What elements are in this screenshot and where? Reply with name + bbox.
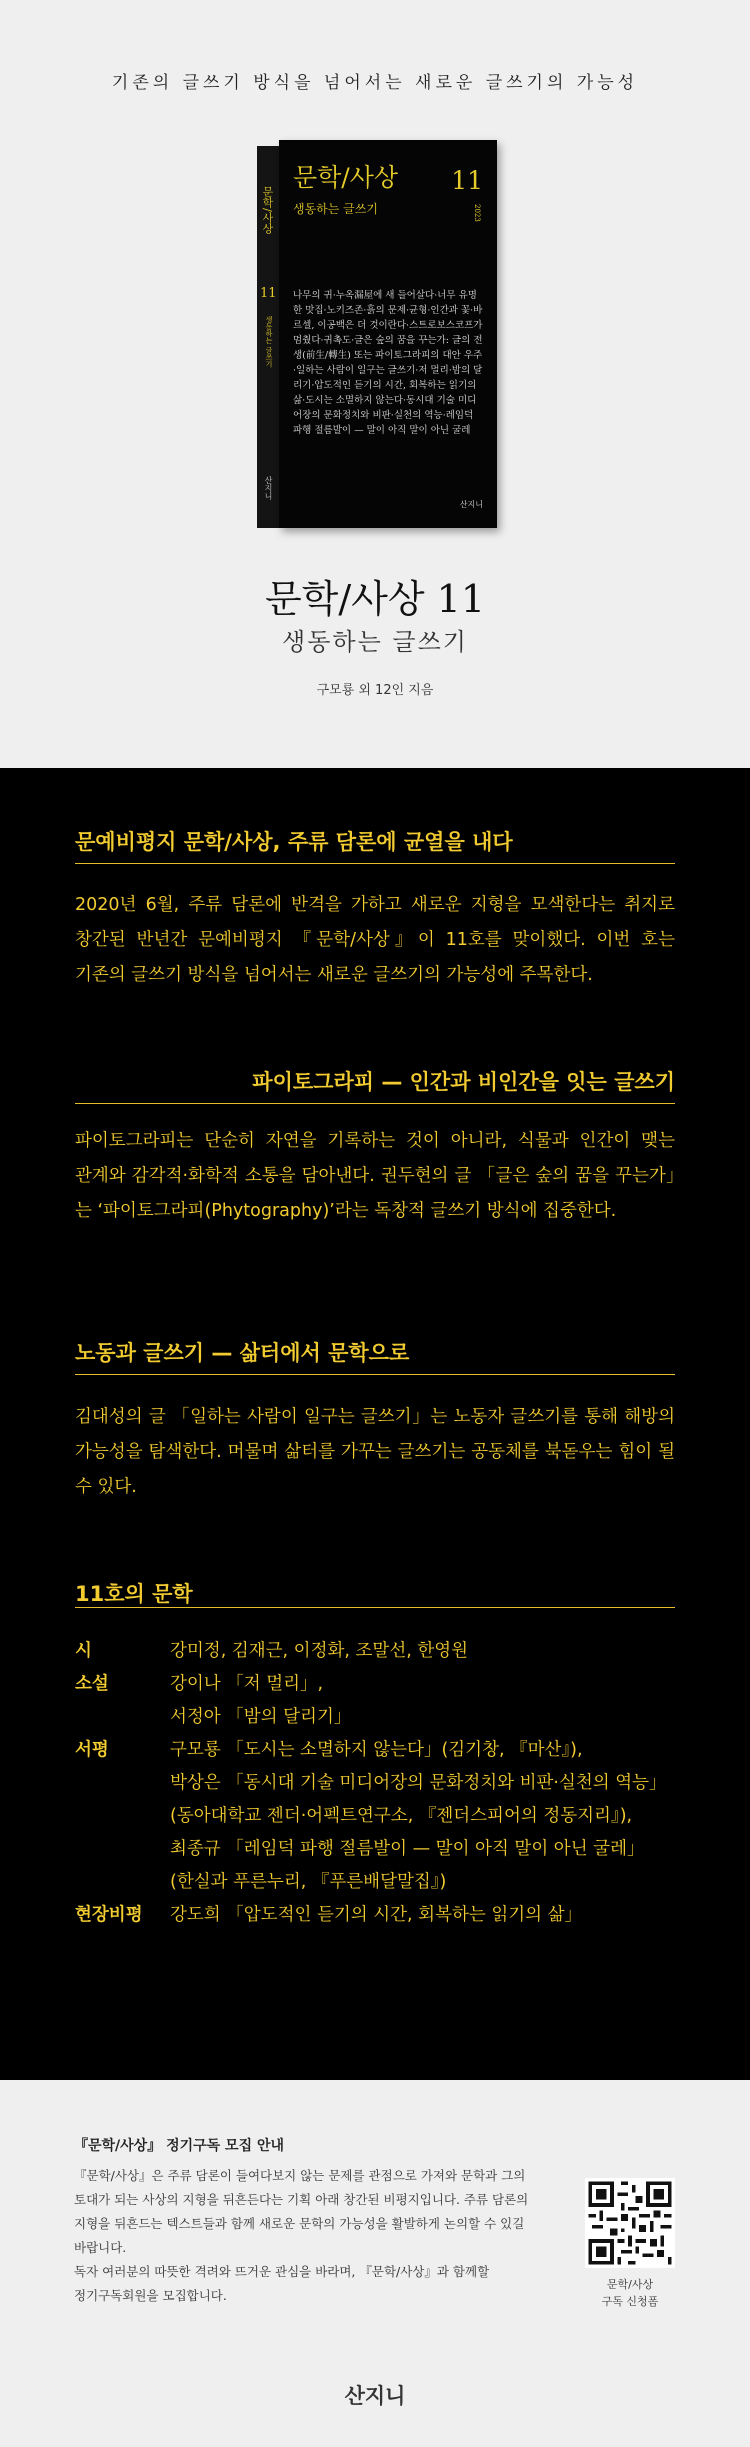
list-item — [75, 1668, 675, 1734]
book-spine — [257, 146, 279, 528]
category-label: 시 — [75, 1641, 92, 1661]
section-body: 파이토그라피는 단순히 자연을 기록하는 것이 아니라, 식물과 인간이 맺는 관계와 감각적·화학적 소통을 담아낸다. 권두현의 글 「글은 숲의 꿈을 꾸는가」는 ‘파이토그라피(Phytography)’라는 독창적 글쓰기 방식에 집중한다. — [75, 1131, 675, 1221]
literature-list — [75, 1635, 675, 1932]
work-entry: 강미정, 김재근, 이정화, 조말선, 한영원 — [170, 1641, 469, 1661]
subscription-notice — [0, 2080, 750, 2447]
work-entry: 박상은 「동시대 기술 미디어장의 문화정치와 비판·실천의 역능」(동아대학교 젠더·어펙트연구소, 『젠더스피어의 정동지리』), — [170, 1773, 667, 1826]
divider — [75, 1607, 675, 1608]
work-entry: 강이나 「저 멀리」, — [170, 1674, 324, 1694]
work-entry: 최종규 「레임덕 파행 절름발이 — 말이 아직 말이 아닌 굴레」(한실과 푸른누리, 『푸른배달말집』) — [170, 1839, 645, 1892]
spine-title: 문학/사상 — [261, 186, 274, 234]
section-body: 2020년 6월, 주류 담론에 반격을 가하고 새로운 지형을 모색한다는 취지로 창간된 반년간 문예비평지 『문학/사상』이 11호를 맞이했다. 이번 호는 기존의 글쓰기 방식을 넘어서는 새로운 글쓰기의 가능성에 주목한다. — [75, 895, 675, 985]
notice-paragraph: 독자 여러분의 따뜻한 격려와 뜨거운 관심을 바라며, 『문학/사상』과 함께할 정기구독회원을 모집합니다. — [74, 2264, 490, 2303]
section-heading: 노동과 글쓰기 — 삶터에서 문학으로 — [75, 1341, 410, 1365]
section-heading: 문예비평지 문학/사상, 주류 담론에 균열을 내다 — [75, 830, 513, 854]
book-cover-image — [257, 140, 497, 530]
notice-body — [74, 2164, 564, 2308]
work-entry: 서정아 「밤의 달리기」 — [170, 1707, 352, 1727]
cover-subtitle: 생동하는 글쓰기 — [293, 202, 378, 216]
work-entry: 강도희 「압도적인 듣기의 시간, 회복하는 읽기의 삶」 — [170, 1905, 583, 1925]
cover-blurb: 나무의 귀·누옥漏屋에 새 들어살다·너무 유명한 맛집·노키즈존·흙의 문제·균형·인간과 꽃·바르셀, 이공백은 더 것이란다·스트로보스코프가 멈췄다·귀촉도·글은 숲의 꿈을 꾸는가: 글의 전생(前生/轉生) 또는 파이토그라피의 대안 우주·일하는 사람이 일구는 글쓰기·저 멀리·밤의 달리기·압도적인 듣기의 시간, 회복하는 읽기의 삶·도시는 소멸하지 않는다·동시대 기술 미디어장의 문화정치와 비판·실천의 역능·레임덕 파행 절름발이 — 말이 아직 말이 아닌 굴레 — [293, 290, 483, 436]
cover-publisher: 산지니 — [459, 500, 483, 509]
qr-label: 문학/사상 구독 신청폼 — [601, 2278, 659, 2308]
tagline: 기존의 글쓰기 방식을 넘어서는 새로운 글쓰기의 가능성 — [111, 73, 639, 93]
book-subtitle: 생동하는 글쓰기 — [282, 628, 468, 656]
book-title: 문학/사상 11 — [264, 577, 486, 621]
publisher-logo: 산지니 — [344, 2384, 406, 2408]
book-authors: 구모룡 외 12인 지음 — [316, 683, 434, 698]
section-body: 김대성의 글 「일하는 사람이 일구는 글쓰기」는 노동자 글쓰기를 통해 해방의 가능성을 탐색한다. 머물며 삶터를 가꾸는 글쓰기는 공동체를 북돋우는 힘이 될 수 있다. — [75, 1407, 675, 1497]
category-label: 현장비평 — [75, 1905, 143, 1925]
book-hero — [0, 0, 750, 768]
section-heading: 파이토그라피 — 인간과 비인간을 잇는 글쓰기 — [252, 1070, 675, 1094]
book-front-cover — [279, 140, 497, 528]
divider — [75, 1374, 675, 1375]
section-heading: 11호의 문학 — [75, 1582, 193, 1606]
divider — [75, 1103, 675, 1104]
notice-title: 『문학/사상』 정기구독 모집 안내 — [74, 2138, 285, 2154]
list-item — [75, 1635, 675, 1668]
category-label: 서평 — [75, 1740, 109, 1760]
spine-number: 11 — [260, 286, 277, 301]
notice-paragraph: 『문학/사상』은 주류 담론이 들여다보지 않는 문제를 관점으로 가져와 문학과 그의 토대가 되는 사상의 지형을 뒤흔든다는 기획 아래 창간된 비평지입니다. 주류 담론의 지형을 뒤흔드는 텍스트들과 함께 새로운 문학의 가능성을 활발하게 논의할 수 있길 바랍니다. — [74, 2168, 529, 2255]
cover-year: 2023 — [473, 204, 481, 222]
qr-code-icon[interactable] — [585, 2178, 675, 2268]
spine-publisher: 산지니 — [264, 476, 273, 500]
list-item — [75, 1899, 675, 1932]
cover-number: 11 — [451, 166, 483, 195]
list-item — [75, 1734, 675, 1899]
divider — [75, 863, 675, 864]
work-entry: 구모룡 「도시는 소멸하지 않는다」(김기창, 『마산』), — [170, 1740, 583, 1760]
spine-subtitle: 생동하는 글쓰기 — [265, 316, 273, 368]
category-label: 소설 — [75, 1674, 109, 1694]
cover-title: 문학/사상 — [293, 163, 399, 192]
